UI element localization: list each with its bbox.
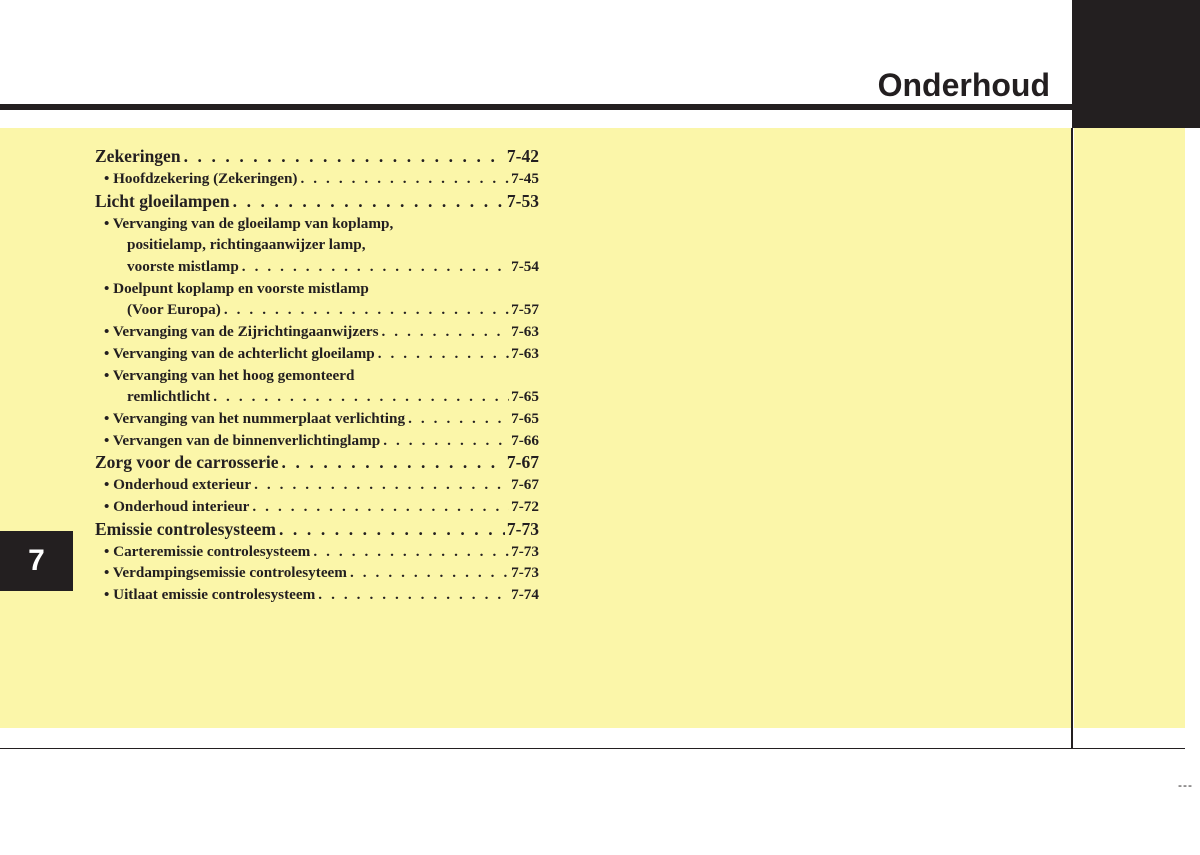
- toc-entry-vervanging-koplamp-line2[interactable]: [95, 234, 539, 256]
- toc-page-number: 7-66: [511, 431, 539, 449]
- toc-label: • Onderhoud exterieur: [104, 476, 252, 494]
- toc-entry-exterieur[interactable]: [95, 474, 539, 496]
- dot-leader: [315, 584, 509, 606]
- side-panel: [1074, 128, 1185, 728]
- table-of-contents: [95, 145, 539, 606]
- toc-page-number: 7-53: [506, 190, 539, 211]
- toc-page-number: 7-65: [511, 409, 539, 427]
- toc-entry-uitlaat[interactable]: [95, 584, 539, 606]
- toc-label: • Onderhoud interieur: [104, 497, 250, 515]
- toc-entry-nummerplaat[interactable]: [95, 408, 539, 430]
- toc-entry-verdamping[interactable]: [95, 562, 539, 584]
- toc-label: • Vervangen van de binnenverlichtinglamp: [104, 431, 381, 449]
- toc-label: Zekeringen: [95, 146, 181, 166]
- toc-entry-hoog-gemonteerd-line2[interactable]: [95, 386, 539, 408]
- dot-leader: [405, 408, 509, 430]
- dot-leader: [239, 256, 509, 278]
- toc-entry-binnenverlichting[interactable]: [95, 430, 539, 452]
- toc-entry-zekeringen[interactable]: [95, 145, 539, 168]
- toc-page-number: 7-67: [511, 476, 539, 494]
- toc-label: • Vervanging van de Zijrichtingaanwijzers: [104, 323, 379, 341]
- dot-leader: [181, 145, 505, 168]
- dot-leader: [251, 474, 509, 496]
- toc-page-number: 7-65: [511, 388, 539, 406]
- toc-label: • Vervanging van het nummerplaat verlichting: [104, 409, 406, 427]
- toc-entry-licht-gloeilampen[interactable]: [95, 190, 539, 213]
- toc-label: • Vervanging van het hoog gemonteerd: [104, 366, 355, 384]
- toc-entry-vervanging-koplamp-line1[interactable]: [95, 213, 539, 235]
- toc-entry-zijrichtingaanwijzers[interactable]: [95, 321, 539, 343]
- dot-leader: [276, 518, 505, 541]
- toc-entry-achterlicht[interactable]: [95, 343, 539, 365]
- toc-label: • Uitlaat emissie controlesysteem: [104, 586, 316, 603]
- toc-page-number: 7-42: [506, 146, 539, 166]
- toc-entry-doelpunt-line2[interactable]: [95, 299, 539, 321]
- toc-entry-interieur[interactable]: [95, 496, 539, 518]
- toc-label: • Doelpunt koplamp en voorste mistlamp: [104, 279, 369, 297]
- toc-label: • Verdampingsemissie controlesyteem: [104, 564, 347, 582]
- dot-leader: [380, 430, 509, 452]
- toc-page-number: 7-73: [506, 518, 539, 539]
- toc-label: • Vervanging van de gloeilamp van koplamp,: [104, 214, 394, 232]
- toc-page-number: 7-73: [511, 564, 539, 582]
- dot-leader: [297, 168, 509, 190]
- toc-label: Zorg voor de carrosserie: [95, 452, 279, 473]
- toc-page-number: 7-57: [511, 301, 539, 319]
- toc-page-number: 7-74: [511, 586, 539, 603]
- dot-leader: [347, 562, 509, 584]
- toc-entry-carrosserie[interactable]: [95, 451, 539, 474]
- toc-page-number: 7-72: [511, 497, 539, 515]
- toc-entry-hoofdzekering[interactable]: [95, 168, 539, 190]
- page-title: Onderhoud: [877, 67, 1050, 103]
- dot-leader: [230, 190, 505, 213]
- dot-leader: [378, 321, 509, 343]
- toc-page-number: 7-63: [511, 323, 539, 341]
- toc-label: remlichtlicht: [127, 388, 211, 406]
- toc-entry-carteremissie[interactable]: [95, 541, 539, 563]
- page-marker: ---: [1178, 778, 1193, 792]
- dot-leader: [279, 451, 505, 474]
- toc-label: • Vervanging van de achterlicht gloeilamp: [104, 344, 375, 362]
- toc-page-number: 7-73: [511, 542, 539, 560]
- toc-label: Licht gloeilampen: [95, 190, 230, 211]
- toc-entry-vervanging-koplamp-line3[interactable]: [95, 256, 539, 278]
- toc-label: Emissie controlesysteem: [95, 518, 276, 539]
- title-rule: [0, 104, 1072, 110]
- dot-leader: [210, 386, 509, 408]
- dot-leader: [375, 343, 509, 365]
- toc-entry-hoog-gemonteerd-line1[interactable]: [95, 365, 539, 387]
- toc-page-number: 7-54: [511, 258, 539, 276]
- dot-leader: [221, 299, 509, 321]
- toc-label: voorste mistlamp: [127, 258, 239, 276]
- toc-entry-doelpunt-line1[interactable]: [95, 278, 539, 300]
- toc-label: positielamp, richtingaanwijzer lamp,: [127, 236, 366, 254]
- side-divider: [1071, 128, 1073, 749]
- toc-page-number: 7-67: [506, 452, 539, 473]
- toc-entry-emissie[interactable]: [95, 518, 539, 541]
- dot-leader: [249, 496, 509, 518]
- toc-label: • Carteremissie controlesysteem: [104, 542, 311, 560]
- toc-label: • Hoofdzekering (Zekeringen): [104, 170, 298, 187]
- dot-leader: [310, 541, 509, 563]
- toc-page-number: 7-45: [511, 170, 539, 187]
- bottom-rule: [0, 748, 1185, 749]
- chapter-tab[interactable]: 7: [0, 531, 73, 591]
- toc-page-number: 7-63: [511, 344, 539, 362]
- header-black-tab: [1072, 0, 1200, 128]
- toc-label: (Voor Europa): [127, 301, 221, 319]
